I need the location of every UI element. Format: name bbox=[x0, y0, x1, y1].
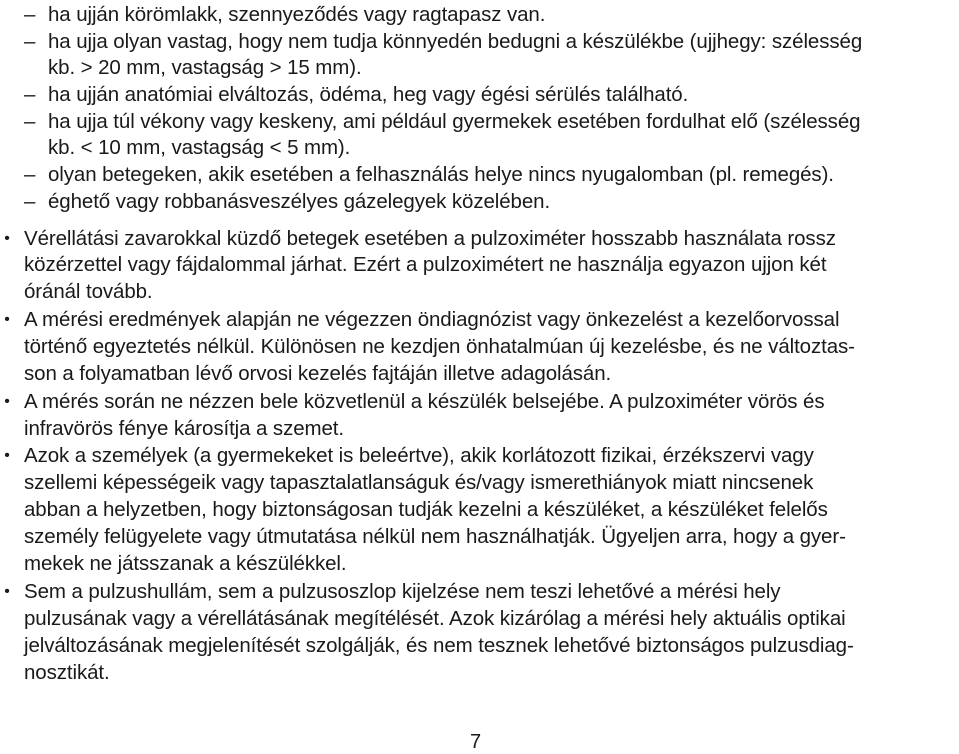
dash-marker: – bbox=[24, 3, 36, 26]
bullet-item-text: közérzettel vagy fájdalommal járhat. Ezért a pulzoximétert ne használja egyazon ujjon két bbox=[24, 253, 827, 276]
bullet-item-text: abban a helyzetben, hogy biztonságosan tudják kezelni a készüléket, a készüléket felelős bbox=[24, 498, 828, 521]
dash-item-text: éghető vagy robbanásveszélyes gázelegyek közelében. bbox=[48, 190, 551, 213]
bullet-item-text: A mérés során ne nézzen bele közvetlenül a készülék belsejébe. A pulzoximéter vörös és bbox=[24, 390, 825, 413]
dash-marker: – bbox=[24, 190, 36, 213]
dash-marker: – bbox=[24, 83, 36, 106]
dash-item-text: kb. < 10 mm, vastagság < 5 mm). bbox=[48, 136, 351, 159]
bullet-marker: • bbox=[4, 447, 10, 464]
bullet-marker: • bbox=[4, 311, 10, 328]
bullet-item-text: mekek ne játsszanak a készülékkel. bbox=[24, 552, 347, 575]
bullet-item-text: történő egyeztetés nélkül. Különösen ne kezdjen önhatalmúan új kezelésbe, és ne változtas- bbox=[24, 335, 855, 358]
dash-marker: – bbox=[24, 30, 36, 53]
dash-item-text: olyan betegeken, akik esetében a felhasználás helye nincs nyugalomban (pl. remegés). bbox=[48, 163, 834, 186]
bullet-item-text: szellemi képességeik vagy tapasztalatlanságuk és/vagy ismerethiányok miatt nincsenek bbox=[24, 471, 814, 494]
dash-item-text: ha ujján körömlakk, szennyeződés vagy ragtapasz van. bbox=[48, 3, 546, 26]
bullet-item-text: óránál tovább. bbox=[24, 280, 153, 303]
dash-item-text: kb. > 20 mm, vastagság > 15 mm). bbox=[48, 56, 362, 79]
bullet-marker: • bbox=[4, 393, 10, 410]
bullet-item-text: son a folyamatban lévő orvosi kezelés fajtáján illetve adagolásán. bbox=[24, 362, 612, 385]
bullet-item-text: A mérési eredmények alapján ne végezzen öndiagnózist vagy önkezelést a kezelőorvossal bbox=[24, 308, 840, 331]
bullet-item-text: pulzusának vagy a vérellátásának megítélését. Azok kizárólag a mérési hely aktuális optikai bbox=[24, 607, 846, 630]
dash-item-text: ha ujján anatómiai elváltozás, ödéma, heg vagy égési sérülés található. bbox=[48, 83, 689, 106]
dash-marker: – bbox=[24, 163, 36, 186]
dash-marker: – bbox=[24, 110, 36, 133]
bullet-item-text: infravörös fénye károsítja a szemet. bbox=[24, 417, 344, 440]
dash-item-text: ha ujja olyan vastag, hogy nem tudja könnyedén bedugni a készülékbe (ujjhegy: szélesség bbox=[48, 30, 863, 53]
bullet-item-text: jelváltozásának megjelenítését szolgálják, és nem tesznek lehetővé biztonságos pulzusdiag- bbox=[24, 634, 854, 657]
bullet-marker: • bbox=[4, 583, 10, 600]
bullet-item-text: Sem a pulzushullám, sem a pulzusoszlop kijelzése nem teszi lehetővé a mérési hely bbox=[24, 580, 781, 603]
bullet-item-text: személy felügyelete vagy útmutatása nélkül nem használhatják. Ügyeljen arra, hogy a gyer- bbox=[24, 525, 846, 548]
bullet-item-text: Azok a személyek (a gyermekeket is beleértve), akik korlátozott fizikai, érzékszervi vagy bbox=[24, 444, 814, 467]
page-number: 7 bbox=[470, 731, 482, 753]
dash-item-text: ha ujja túl vékony vagy keskeny, ami például gyermekek esetében fordulhat elő (szélesség bbox=[48, 110, 861, 133]
bullet-item-text: nosztikát. bbox=[24, 661, 110, 684]
bullet-marker: • bbox=[4, 230, 10, 247]
bullet-item-text: Vérellátási zavarokkal küzdő betegek esetében a pulzoximéter hosszabb használata rossz bbox=[24, 227, 836, 250]
